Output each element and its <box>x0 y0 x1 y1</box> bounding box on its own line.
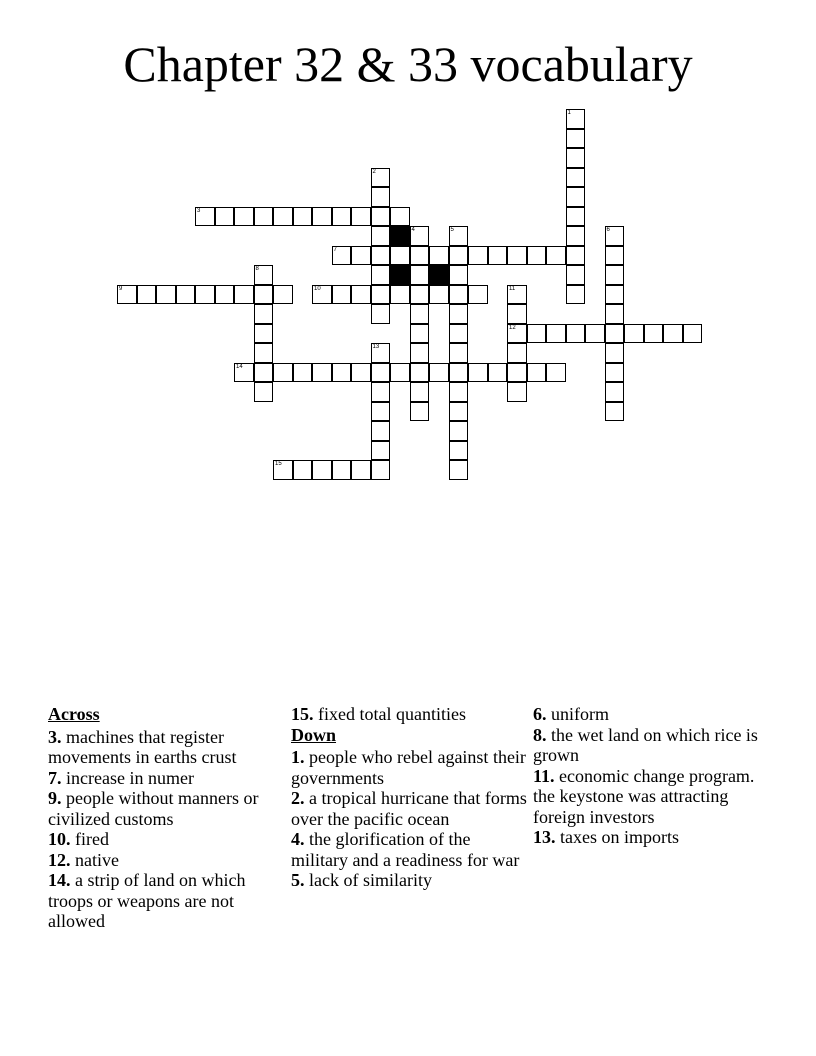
grid-cell[interactable] <box>410 324 430 344</box>
clue-number: 4. <box>291 829 305 849</box>
clue-number-label: 15 <box>275 461 282 467</box>
clue-item <box>48 829 284 850</box>
page-title: Chapter 32 & 33 vocabulary <box>123 36 693 92</box>
grid-cell[interactable] <box>254 382 274 402</box>
grid-cell[interactable] <box>449 402 469 422</box>
grid-cell[interactable] <box>507 246 527 266</box>
clue-number: 11. <box>533 765 555 786</box>
grid-cell[interactable] <box>449 265 469 285</box>
grid-cell[interactable] <box>371 421 391 441</box>
grid-cell[interactable] <box>449 324 469 344</box>
grid-cell[interactable] <box>449 226 469 246</box>
grid-cell[interactable] <box>332 460 352 480</box>
clue-number-label: 13 <box>372 344 380 350</box>
grid-cell[interactable] <box>566 285 586 305</box>
clue-number: 8. <box>533 724 547 745</box>
grid-cell[interactable] <box>468 246 488 266</box>
grid-cell[interactable] <box>605 402 625 422</box>
clue-item <box>48 870 284 932</box>
black-cell <box>429 265 449 285</box>
clue-text: a strip of land on which troops or weapons are not allowed <box>48 870 246 931</box>
grid-cell[interactable] <box>507 324 527 344</box>
grid-cell[interactable] <box>254 343 274 363</box>
grid-cell[interactable] <box>605 246 625 266</box>
clue-text: economic change program. the keystone was attracting foreign investors <box>533 765 755 827</box>
grid-cell[interactable] <box>507 343 527 363</box>
grid-cell[interactable] <box>410 304 430 324</box>
grid-cell[interactable] <box>254 285 274 305</box>
grid-cell[interactable] <box>449 460 469 480</box>
grid-cell[interactable] <box>449 343 469 363</box>
clue-number: 3. <box>48 726 62 747</box>
clue-text: taxes on imports <box>560 827 679 847</box>
grid-cell[interactable] <box>293 207 313 227</box>
clue-item <box>48 727 284 768</box>
grid-cell[interactable] <box>566 148 586 168</box>
clue-text: a tropical hurricane that forms over the pacific ocean <box>291 788 527 829</box>
grid-cell[interactable] <box>254 363 274 383</box>
grid-cell[interactable] <box>156 285 176 305</box>
grid-cell[interactable] <box>410 343 430 363</box>
grid-cell[interactable] <box>566 109 586 129</box>
grid-cell[interactable] <box>663 324 683 344</box>
grid-cell[interactable] <box>605 304 625 324</box>
grid-cell[interactable] <box>507 382 527 402</box>
clues-column-3 <box>533 704 769 848</box>
grid-cell[interactable] <box>429 246 449 266</box>
grid-cell[interactable] <box>371 168 391 188</box>
clue-number-label: 5 <box>450 227 454 233</box>
grid-cell[interactable] <box>195 207 215 227</box>
clue-number: 1. <box>291 747 305 767</box>
grid-cell[interactable] <box>410 226 430 246</box>
clue-number-label: 9 <box>119 285 123 292</box>
grid-cell[interactable] <box>429 363 449 383</box>
clue-item <box>533 704 769 725</box>
grid-cell[interactable] <box>449 421 469 441</box>
grid-cell[interactable] <box>312 460 332 480</box>
grid-cell[interactable] <box>390 285 410 305</box>
grid-cell[interactable] <box>254 265 274 285</box>
clue-number: 12. <box>48 849 71 870</box>
grid-cell[interactable] <box>605 285 625 305</box>
clue-number-label: 2 <box>372 168 376 175</box>
clue-number: 9. <box>48 788 62 808</box>
grid-cell[interactable] <box>527 246 547 266</box>
grid-cell[interactable] <box>371 343 391 363</box>
grid-cell[interactable] <box>390 207 410 227</box>
grid-cell[interactable] <box>468 363 488 383</box>
grid-cell[interactable] <box>683 324 703 344</box>
clue-number: 5. <box>291 870 305 890</box>
grid-cell[interactable] <box>605 382 625 402</box>
clue-number-label: 4 <box>411 227 415 233</box>
grid-cell[interactable] <box>371 441 391 461</box>
clue-text: native <box>75 849 119 870</box>
clue-text: people without manners or civilized customs <box>48 788 259 829</box>
grid-cell[interactable] <box>332 363 352 383</box>
clue-item <box>291 788 527 829</box>
clue-item <box>533 766 769 828</box>
grid-cell[interactable] <box>234 363 254 383</box>
grid-cell[interactable] <box>273 460 293 480</box>
clue-number-label: 1 <box>567 110 571 116</box>
grid-cell[interactable] <box>566 246 586 266</box>
grid-cell[interactable] <box>644 324 664 344</box>
grid-cell[interactable] <box>371 363 391 383</box>
grid-cell[interactable] <box>332 246 352 266</box>
clue-number: 2. <box>291 788 305 808</box>
grid-cell[interactable] <box>449 363 469 383</box>
grid-cell[interactable] <box>410 265 430 285</box>
grid-cell[interactable] <box>449 285 469 305</box>
grid-cell[interactable] <box>351 363 371 383</box>
clue-item <box>48 768 284 789</box>
grid-cell[interactable] <box>468 285 488 305</box>
clue-number: 7. <box>48 767 62 788</box>
grid-cell[interactable] <box>371 246 391 266</box>
grid-cell[interactable] <box>371 460 391 480</box>
clue-number-label: 8 <box>255 266 259 272</box>
clue-number: 6. <box>533 704 547 724</box>
grid-cell[interactable] <box>351 207 371 227</box>
black-cell <box>390 265 410 285</box>
clue-text: people who rebel against their governments <box>291 747 526 788</box>
grid-cell[interactable] <box>390 246 410 266</box>
grid-cell[interactable] <box>546 246 566 266</box>
crossword-grid <box>0 0 816 500</box>
clue-item <box>48 788 284 829</box>
clues-column-2 <box>291 704 527 891</box>
grid-cell[interactable] <box>273 363 293 383</box>
grid-cell[interactable] <box>371 382 391 402</box>
grid-cell[interactable] <box>234 207 254 227</box>
clue-item <box>533 725 769 766</box>
grid-cell[interactable] <box>488 246 508 266</box>
clue-text: fired <box>75 829 109 849</box>
clue-number-label: 3 <box>197 207 201 214</box>
clue-number-label: 11 <box>509 285 516 292</box>
grid-cell[interactable] <box>585 324 605 344</box>
clue-item <box>291 747 527 788</box>
clue-number: 13. <box>533 827 556 847</box>
grid-cell[interactable] <box>273 285 293 305</box>
clue-number-label: 6 <box>606 227 610 233</box>
black-cell <box>390 226 410 246</box>
grid-cell[interactable] <box>332 285 352 305</box>
grid-cell[interactable] <box>605 265 625 285</box>
grid-cell[interactable] <box>351 246 371 266</box>
clue-text: fixed total quantities <box>318 704 466 724</box>
grid-cell[interactable] <box>273 207 293 227</box>
grid-cell[interactable] <box>254 304 274 324</box>
grid-cell[interactable] <box>546 363 566 383</box>
grid-cell[interactable] <box>254 324 274 344</box>
grid-cell[interactable] <box>566 324 586 344</box>
grid-cell[interactable] <box>176 285 196 305</box>
grid-cell[interactable] <box>410 382 430 402</box>
grid-cell[interactable] <box>351 285 371 305</box>
clue-item <box>291 870 527 891</box>
grid-cell[interactable] <box>410 285 430 305</box>
clue-number-label: 14 <box>236 363 243 370</box>
grid-cell[interactable] <box>566 187 586 207</box>
grid-cell[interactable] <box>624 324 644 344</box>
grid-cell[interactable] <box>351 460 371 480</box>
grid-cell[interactable] <box>566 168 586 188</box>
grid-cell[interactable] <box>605 226 625 246</box>
grid-cell[interactable] <box>371 402 391 422</box>
clues-column-1 <box>48 704 284 932</box>
grid-cell[interactable] <box>449 304 469 324</box>
grid-cell[interactable] <box>449 246 469 266</box>
grid-cell[interactable] <box>566 129 586 149</box>
grid-cell[interactable] <box>449 441 469 461</box>
grid-cell[interactable] <box>137 285 157 305</box>
clue-text: machines that register movements in earths crust <box>48 726 237 767</box>
clue-number-label: 12 <box>509 324 516 331</box>
clue-text: the glorification of the military and a readiness for war <box>291 829 520 870</box>
grid-cell[interactable] <box>332 207 352 227</box>
grid-cell[interactable] <box>527 324 547 344</box>
clue-number: 10. <box>48 829 71 849</box>
grid-cell[interactable] <box>312 363 332 383</box>
clue-number-label: 10 <box>314 285 321 292</box>
grid-cell[interactable] <box>449 382 469 402</box>
grid-cell[interactable] <box>566 226 586 246</box>
grid-cell[interactable] <box>371 265 391 285</box>
grid-cell[interactable] <box>117 285 137 305</box>
grid-cell[interactable] <box>605 324 625 344</box>
grid-cell[interactable] <box>429 285 449 305</box>
grid-cell[interactable] <box>488 363 508 383</box>
clue-item <box>48 850 284 871</box>
grid-cell[interactable] <box>390 363 410 383</box>
grid-cell[interactable] <box>410 402 430 422</box>
clue-text: lack of similarity <box>309 870 432 890</box>
down-heading: Down <box>291 724 337 745</box>
clue-text: increase in numer <box>66 767 194 788</box>
grid-cell[interactable] <box>507 285 527 305</box>
grid-cell[interactable] <box>293 363 313 383</box>
clue-item <box>291 829 527 870</box>
grid-cell[interactable] <box>605 363 625 383</box>
grid-cell[interactable] <box>293 460 313 480</box>
grid-cell[interactable] <box>410 363 430 383</box>
grid-cell[interactable] <box>527 363 547 383</box>
grid-cell[interactable] <box>410 246 430 266</box>
grid-cell[interactable] <box>546 324 566 344</box>
grid-cell[interactable] <box>566 265 586 285</box>
clue-number-label: 7 <box>333 246 337 253</box>
grid-cell[interactable] <box>312 207 332 227</box>
clue-number: 15. <box>291 704 314 724</box>
clue-text: uniform <box>551 704 609 724</box>
grid-cell[interactable] <box>371 187 391 207</box>
grid-cell[interactable] <box>215 285 235 305</box>
grid-cell[interactable] <box>234 285 254 305</box>
grid-cell[interactable] <box>312 285 332 305</box>
grid-cell[interactable] <box>371 285 391 305</box>
grid-cell[interactable] <box>566 207 586 227</box>
grid-cell[interactable] <box>371 226 391 246</box>
clue-text: the wet land on which rice is grown <box>533 724 758 765</box>
grid-cell[interactable] <box>507 304 527 324</box>
grid-cell[interactable] <box>195 285 215 305</box>
grid-cell[interactable] <box>254 207 274 227</box>
grid-cell[interactable] <box>371 304 391 324</box>
grid-cell[interactable] <box>371 207 391 227</box>
clue-item <box>533 827 769 848</box>
clue-item <box>291 704 527 725</box>
grid-cell[interactable] <box>215 207 235 227</box>
clue-number: 14. <box>48 870 71 890</box>
grid-cell[interactable] <box>507 363 527 383</box>
grid-cell[interactable] <box>605 343 625 363</box>
across-heading: Across <box>48 704 100 724</box>
